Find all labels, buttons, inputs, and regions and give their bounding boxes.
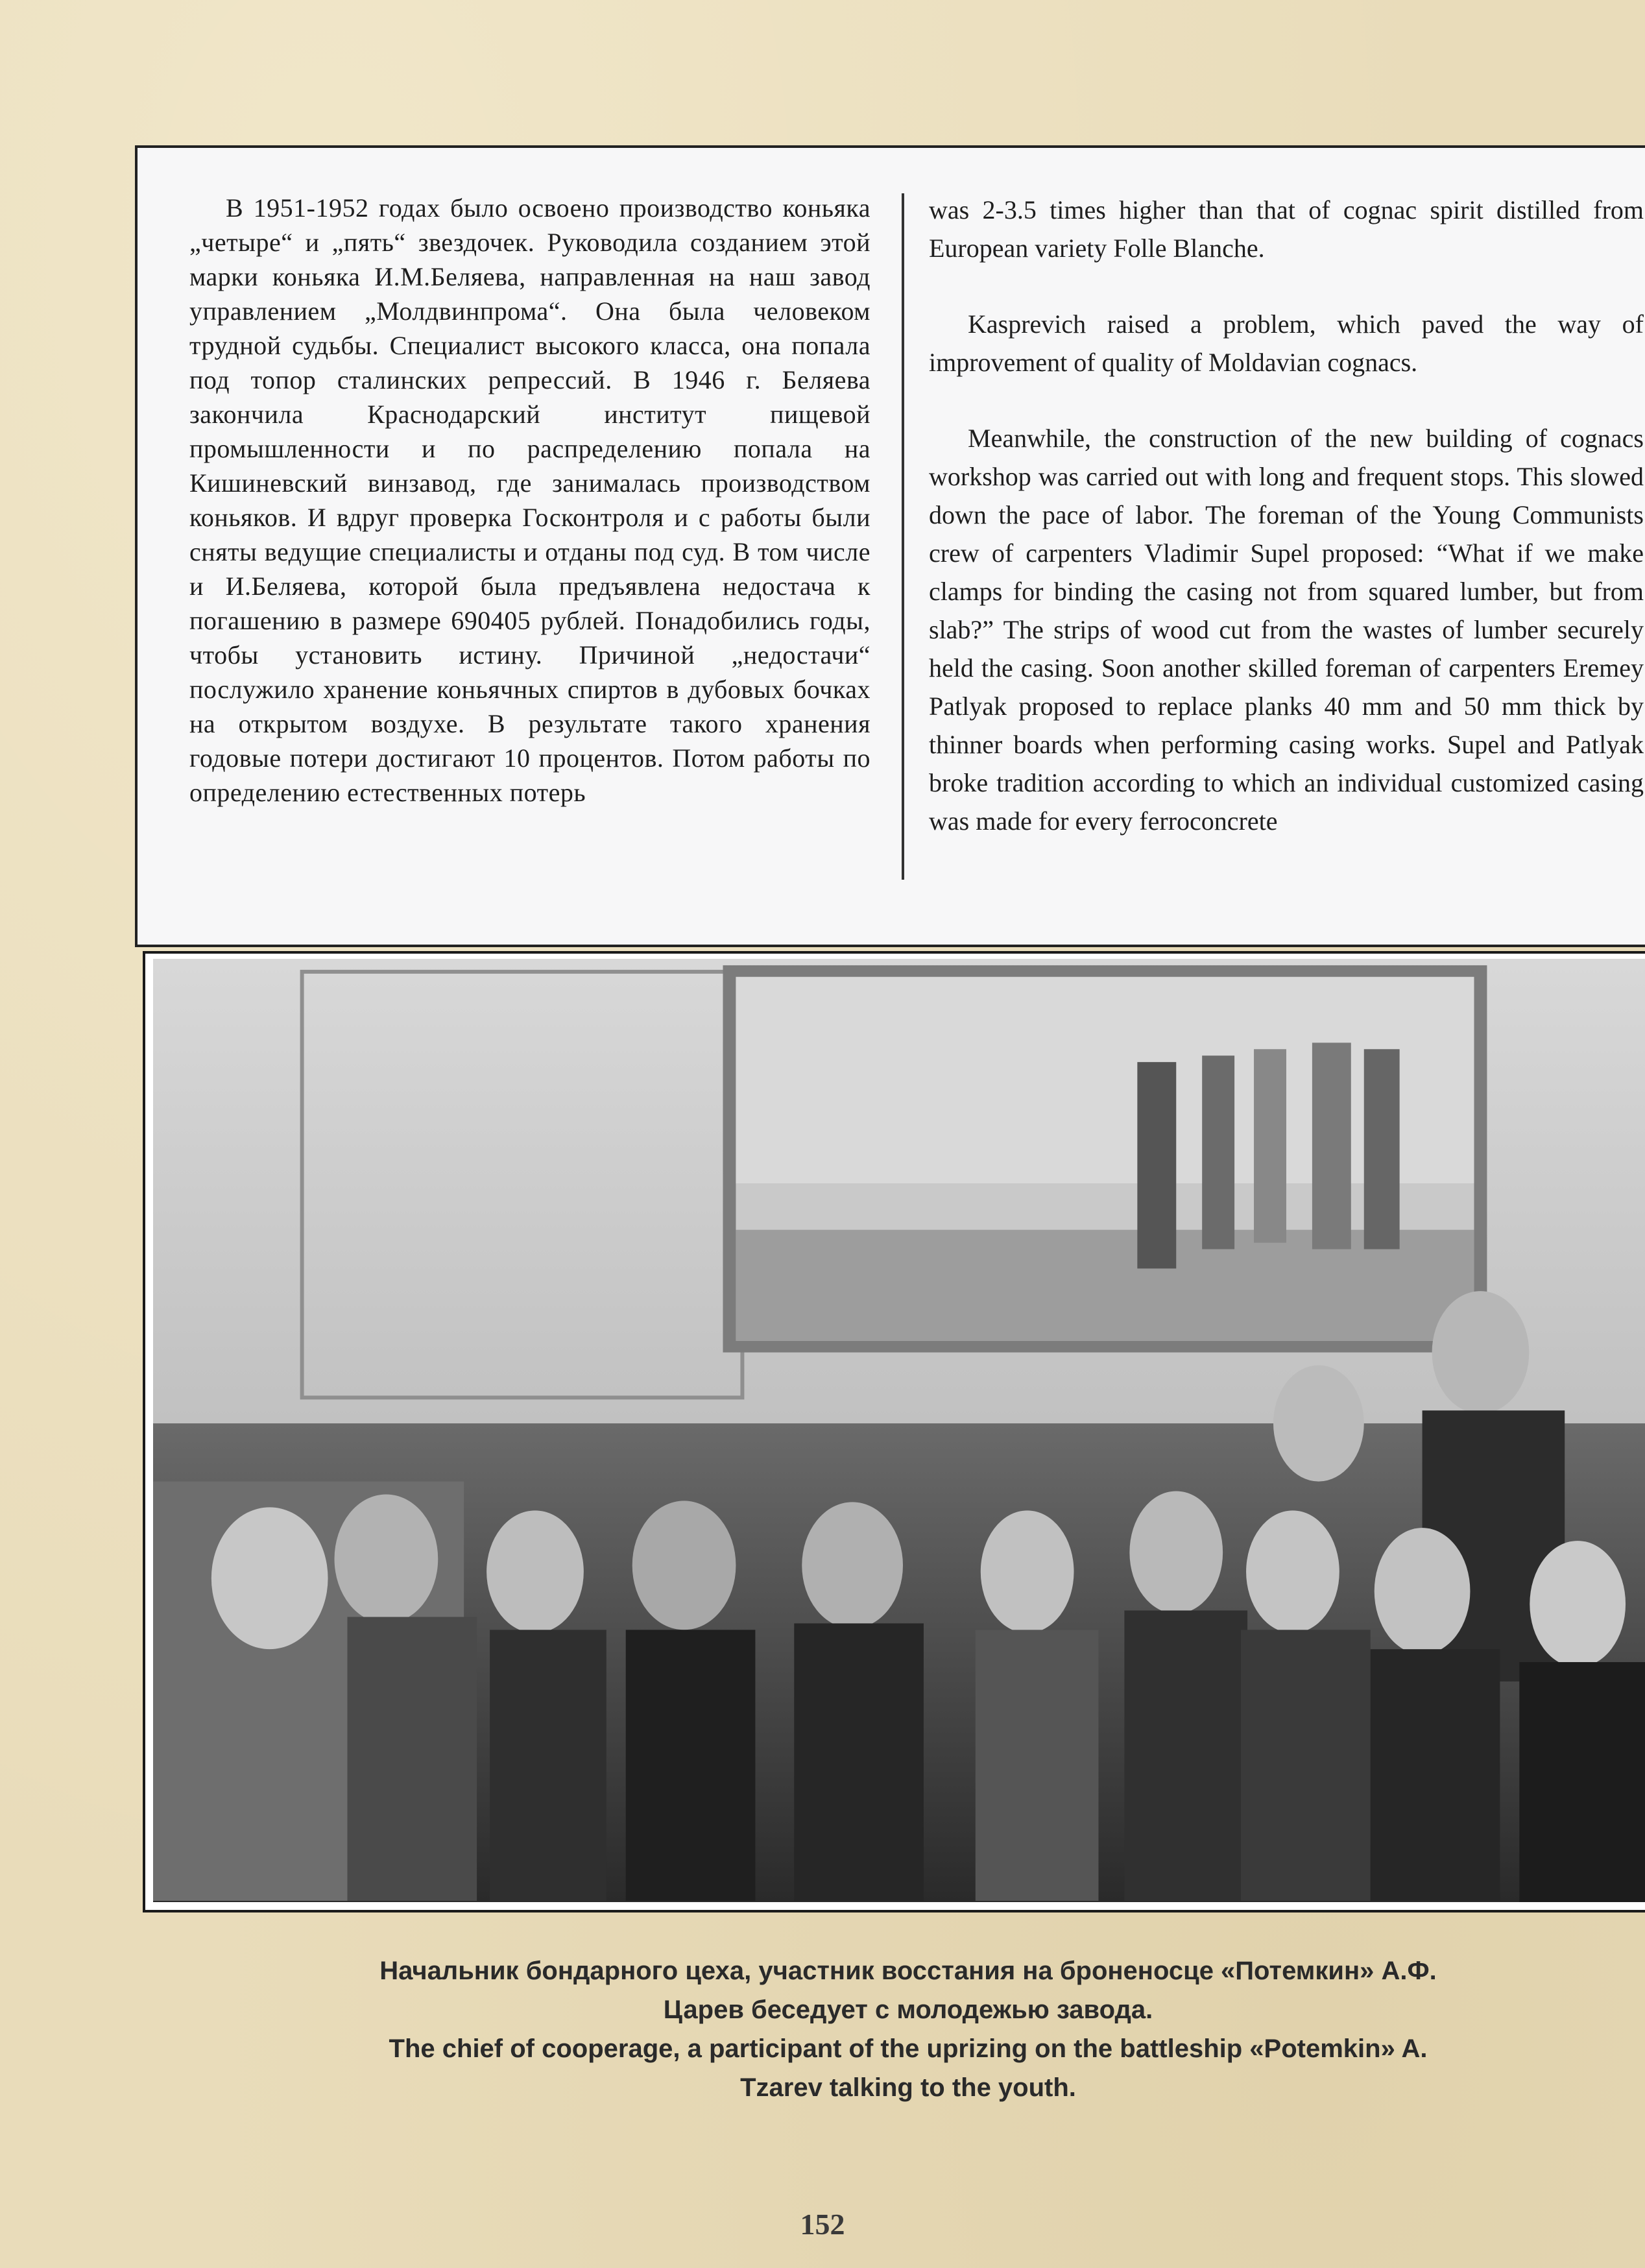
photo-frame: [143, 951, 1645, 1912]
english-paragraph: Kasprevich raised a problem, which paved the way of improvement of quality of Moldavian cognacs.: [929, 309, 1644, 377]
caption-ru-line-2: Царев беседует с молодежью завода.: [663, 1996, 1153, 2024]
photo-illustration: [153, 959, 1645, 1902]
russian-text-column: В 1951-1952 годах было освоено производство коньяка „четыре“ и „пять“ звездочек. Руководила созданием этой марки коньяка И.М.Беляева, направленная на наш завод управлением „Молдвинпрома“. Она была человеком трудной судьбы. Специалист высокого класса, она попала под топор сталинских репрессий. В 1946 г. Беляева закончила Краснодарский институт пищевой промышленности и по распределению попала на Кишиневский винзавод, где занималась производством коньяков. И вдруг проверка Госконтроля и с работы были сняты ведущие специалисты и отданы под суд. В том числе и И.Беляева, которой была предъявлена недостача к погашению в размере 690405 рублей. Понадобились годы, чтобы установить истину. Причиной „недостачи“ послужило хранение коньячных спиртов в дубовых бочках на открытом воздухе. В результате такого хранения годовые потери достигают 10 процентов. Потом работы по определению естественных потерь: [189, 193, 871, 807]
page-number: 152: [800, 2208, 845, 2241]
english-text-column: [929, 191, 1644, 878]
english-paragraph: Meanwhile, the construction of the new building of cognacs workshop was carried out with long and frequent stops. This slowed down the pace of labor. The foreman of the Young Communists crew of carpenters Vladimir Supel proposed: “What if we make clamps for binding the casing not from squared lumber, but from slab?” The strips of wood cut from the wastes of lumber securely held the casing. Soon another skilled foreman of carpenters Eremey Patlyak proposed to replace planks 40 mm and 50 mm thick by thinner boards when performing casing works. Supel and Patlyak broke tradition according to which an individual customized casing was made for every ferroconcrete: [929, 424, 1644, 836]
caption-ru-line-1: Начальник бондарного цеха, участник восстания на броненосце «Потемкин» А.Ф.: [379, 1957, 1437, 1985]
text-panel: [135, 145, 1645, 947]
column-divider: [902, 193, 904, 880]
english-paragraph: was 2-3.5 times higher than that of cognac spirit distilled from European variety Folle Blanche.: [929, 195, 1644, 263]
photo-caption: [195, 1951, 1622, 2107]
caption-en-line-1: The chief of cooperage, a participant of the uprizing on the battleship «Potemkin» A.: [389, 2034, 1428, 2063]
historical-photo: [153, 959, 1645, 1902]
caption-en-line-2: Tzarev talking to the youth.: [740, 2073, 1076, 2102]
